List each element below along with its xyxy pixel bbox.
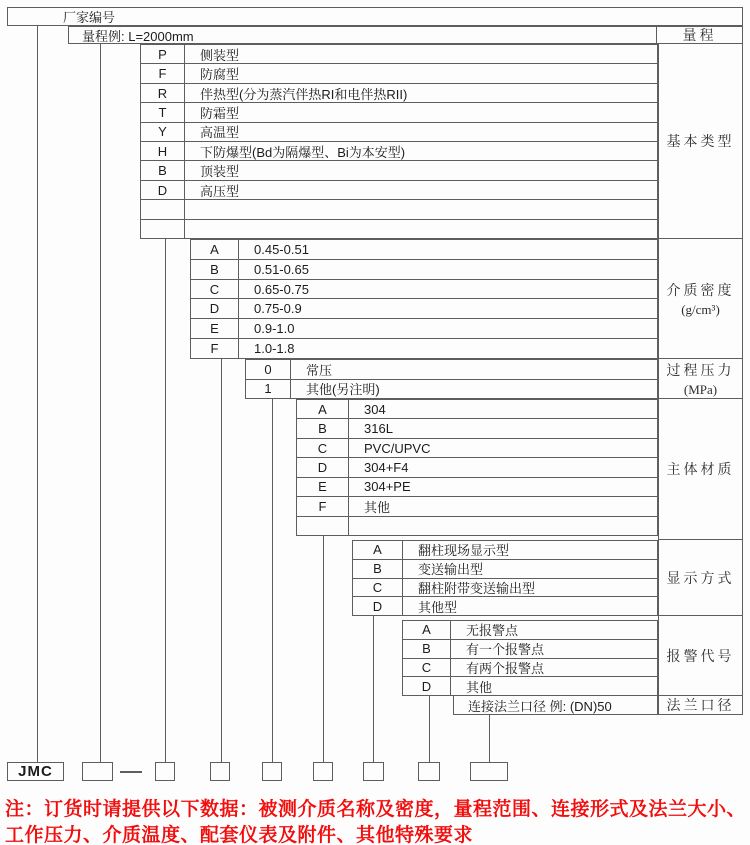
description-cell: 有一个报警点 [466, 642, 545, 658]
table-row [191, 280, 657, 300]
code-cell: B [403, 640, 451, 658]
manufacturer-number-row [7, 7, 743, 26]
description-cell: 有两个报警点 [466, 660, 545, 676]
connector-line-flange [489, 714, 490, 762]
table-row [191, 319, 657, 339]
code-cell: C [297, 439, 349, 457]
code-cell: F [141, 64, 185, 82]
basic-type-table [140, 44, 658, 239]
connector-line-density [221, 358, 222, 762]
table-row [141, 103, 657, 122]
description-cell: 无报警点 [466, 623, 519, 639]
description-cell: PVC/UPVC [364, 440, 431, 456]
description-cell: 其他(另注明) [306, 382, 380, 398]
code-cell: 0 [246, 360, 291, 379]
model-prefix-box: JMC [7, 762, 64, 781]
description-cell: 0.65-0.75 [254, 281, 309, 297]
description-cell: 0.51-0.65 [254, 261, 309, 277]
table-row [141, 200, 657, 219]
code-cell: B [141, 161, 185, 179]
table-row [403, 640, 657, 659]
description-cell: 下防爆型(Bd为隔爆型、Bi为本安型) [200, 144, 406, 160]
connector-line-display [373, 615, 374, 762]
table-row [141, 45, 657, 64]
table-row [353, 597, 657, 615]
connector-line-basic-type [165, 238, 166, 762]
connector-line-range [100, 43, 101, 762]
table-row [141, 142, 657, 161]
table-row [191, 240, 657, 260]
code-cell: F [297, 497, 349, 515]
code-cell: D [403, 677, 451, 695]
table-row [353, 579, 657, 598]
code-cell: Y [141, 123, 185, 141]
code-cell [141, 220, 185, 238]
code-box-material [313, 762, 333, 781]
code-cell: E [191, 319, 239, 338]
connector-line-material [323, 535, 324, 762]
table-row [353, 560, 657, 579]
code-cell: D [191, 299, 239, 318]
code-cell: A [191, 240, 239, 259]
code-cell: A [297, 400, 349, 418]
code-box-basic-type [155, 762, 175, 781]
table-row [353, 541, 657, 560]
description-cell: 其他型 [418, 599, 458, 615]
description-cell: 常压 [306, 362, 333, 378]
description-cell: 高温型 [200, 125, 240, 141]
alarm-code-table [402, 620, 658, 696]
code-cell: D [353, 597, 403, 615]
connector-line-alarm [429, 695, 430, 762]
table-row [403, 621, 657, 640]
alarm-code-section-label: 报警代号 [658, 616, 743, 696]
code-cell: C [353, 579, 403, 597]
table-row [191, 260, 657, 280]
manufacturer-number-label: 厂家编号 [63, 10, 116, 25]
description-cell: 316L [364, 421, 393, 437]
code-box-alarm [418, 762, 440, 781]
code-box-flange [470, 762, 508, 781]
flange-size-section-label: 法兰口径 [658, 696, 743, 715]
table-row [191, 299, 657, 319]
code-cell: C [191, 280, 239, 299]
description-cell: 顶装型 [200, 164, 240, 180]
description-cell: 0.75-0.9 [254, 301, 302, 317]
connector-line-pressure [272, 398, 273, 762]
description-cell: 其他 [466, 679, 493, 695]
table-row [141, 161, 657, 180]
code-cell [297, 517, 349, 535]
table-row [297, 458, 657, 477]
table-row [403, 659, 657, 678]
table-row [246, 380, 657, 399]
table-row [297, 400, 657, 419]
description-cell [185, 220, 200, 238]
description-cell: 0.9-1.0 [254, 321, 295, 337]
code-cell: F [191, 339, 239, 358]
table-row [141, 220, 657, 238]
code-cell: T [141, 103, 185, 121]
code-cell: B [297, 419, 349, 437]
table-row [297, 478, 657, 497]
table-row [141, 123, 657, 142]
code-cell: E [297, 478, 349, 496]
code-cell: 1 [246, 380, 291, 399]
process-pressure-section-label: 过程压力 (MPa) [658, 359, 743, 399]
flange-size-text: 连接法兰口径 例: (DN)50 [468, 698, 612, 714]
description-cell [185, 200, 200, 218]
table-row [141, 84, 657, 103]
description-cell [349, 517, 364, 535]
code-cell: C [403, 659, 451, 677]
table-row [297, 439, 657, 458]
display-mode-table [352, 540, 658, 616]
description-cell: 变送输出型 [418, 562, 484, 578]
description-cell: 高压型 [200, 183, 240, 199]
medium-density-table [190, 239, 658, 359]
description-cell: 翻柱现场显示型 [418, 543, 510, 559]
description-cell: 304+PE [364, 479, 411, 495]
code-cell: H [141, 142, 185, 160]
table-row [403, 677, 657, 695]
table-row [297, 497, 657, 516]
code-cell: B [191, 260, 239, 279]
range-section-label: 量程 [656, 27, 742, 43]
code-cell: A [353, 541, 403, 559]
code-cell: B [353, 560, 403, 578]
range-example-label: 量程例: L=2000mm [82, 28, 194, 44]
code-cell: R [141, 84, 185, 102]
code-box-density [210, 762, 230, 781]
connector-line-manufacturer [37, 25, 38, 762]
code-separator-dash [120, 771, 142, 773]
code-cell [141, 200, 185, 218]
code-cell: P [141, 45, 185, 63]
description-cell: 0.45-0.51 [254, 241, 309, 257]
code-box-range [82, 762, 113, 781]
description-cell: 侧装型 [200, 47, 240, 63]
description-cell: 304 [364, 401, 386, 417]
range-row [68, 26, 743, 44]
code-cell: D [141, 181, 185, 199]
display-mode-section-label: 显示方式 [658, 540, 743, 616]
description-cell: 304+F4 [364, 459, 409, 475]
description-cell: 伴热型(分为蒸汽伴热RI和电伴热RII) [200, 86, 408, 102]
table-row [191, 339, 657, 358]
code-cell: D [297, 458, 349, 476]
table-row [141, 181, 657, 200]
body-material-table [296, 399, 658, 536]
description-cell: 1.0-1.8 [254, 341, 295, 357]
body-material-section-label: 主体材质 [658, 399, 743, 540]
table-row [297, 419, 657, 438]
description-cell: 防霜型 [200, 105, 240, 121]
code-box-pressure [262, 762, 282, 781]
description-cell: 防腐型 [200, 67, 240, 83]
basic-type-section-label: 基本类型 [658, 44, 743, 239]
description-cell: 翻柱附带变送输出型 [418, 580, 536, 596]
flange-size-row [453, 695, 658, 715]
code-box-display [363, 762, 384, 781]
order-note: 注：订货时请提供以下数据：被测介质名称及密度，量程范围、连接形式及法兰大小、工作压力、介质温度、配套仪表及附件、其他特殊要求 [5, 799, 747, 845]
medium-density-section-label: 介质密度 (g/cm³) [658, 239, 743, 359]
process-pressure-table [245, 359, 658, 399]
table-row [141, 64, 657, 83]
table-row [246, 360, 657, 380]
description-cell: 其他 [364, 499, 391, 515]
table-row [297, 517, 657, 535]
code-cell: A [403, 621, 451, 639]
